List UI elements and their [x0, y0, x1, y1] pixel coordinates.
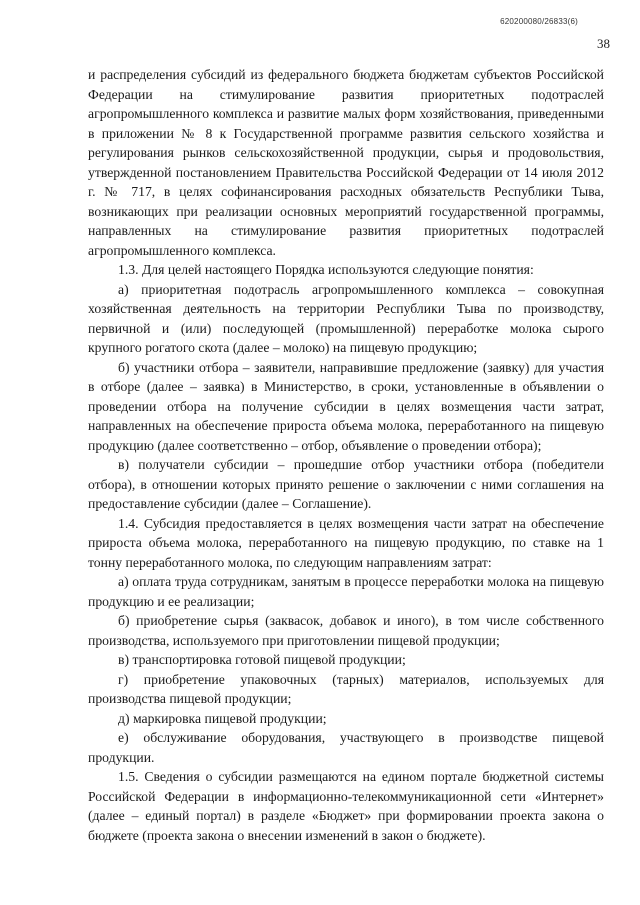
paragraph-1-4-e: е) обслуживание оборудования, участвующего в производстве пищевой продукции.	[88, 730, 604, 765]
paragraph-1-4-d: д) маркировка пищевой продукции;	[118, 710, 327, 726]
page-number: 38	[597, 36, 610, 51]
paragraph-1-4-v: в) транспортировка готовой пищевой продукции;	[118, 652, 406, 667]
paragraph-1-4-g: г) приобретение упаковочных (тарных) материалов, используемых для производства пищевой продукции;	[88, 671, 604, 706]
paragraph-1-3: 1.3. Для целей настоящего Порядка используются следующие понятия:	[118, 262, 534, 277]
paragraph-1-3-a: а) приоритетная подотрасль агропромышленного комплекса – совокупная хозяйственная деятельность на территории Республики Тыва по производству, первичной и (или) последующей (промышленной) переработке молока сырого крупного рогатого скота (далее – молоко) на пищевую продукцию;	[88, 281, 604, 355]
document-body	[88, 65, 604, 845]
paragraph-1-3-v: в) получатели субсидии – прошедшие отбор участники отбора (победители отбора), в отношении которых принято решение о заключении с ними соглашения на предоставление субсидии (далее – Соглашение).	[88, 457, 604, 511]
paragraph-1-4: 1.4. Субсидия предоставляется в целях возмещения части затрат на обеспечение прироста объема молока, переработанного на пищевую продукцию, по ставке на 1 тонну переработанного молока, по следующим направлениям затрат:	[88, 515, 604, 570]
paragraph-1-5: 1.5. Сведения о субсидии размещаются на едином портале бюджетной системы Российской Федерации в информационно-телекоммуникационной сети «Интернет» (далее – единый портал) в разделе «Бюджет» при формировании проекта закона о бюджете (проекта закона о внесении изменений в закон о бюджете).	[88, 769, 604, 843]
document-code: 620200080/26833(6)	[500, 17, 578, 26]
paragraph-intro-continuation: и распределения субсидий из федерального бюджета бюджетам субъектов Российской Федерации на стимулирование развития приоритетных подотраслей агропромышленного комплекса и развитие малых форм хозяйствования, приведенными в приложении № 8 к Государственной программе развития сельского хозяйства и регулирования рынков сельскохозяйственной продукции, сырья и продовольствия, утвержденной постановлением Правительства Российской Федерации от 14 июля 2012 г. № 717, в целях софинансирования расходных обязательств Республики Тыва, возникающих при реализации основных мероприятий государственной программы, направленных на стимулирование развития приоритетных подотраслей агропромышленного комплекса.	[88, 67, 604, 258]
paragraph-1-3-b: б) участники отбора – заявители, направившие предложение (заявку) для участия в отборе (далее – заявка) в Министерство, в сроки, установленные в объявлении о проведении отбора на получение субсидии в целях возмещения части затрат, направленных на обеспечение прироста объема молока, переработанного на пищевую продукцию (далее соответственно – отбор, объявление о проведении отбора);	[88, 359, 604, 453]
paragraph-1-4-a: а) оплата труда сотрудникам, занятым в процессе переработки молока на пищевую продукцию и ее реализации;	[88, 574, 604, 609]
paragraph-1-4-b: б) приобретение сырья (заквасок, добавок и иного), в том числе собственного производства, используемого при приготовлении пищевой продукции;	[88, 613, 604, 648]
